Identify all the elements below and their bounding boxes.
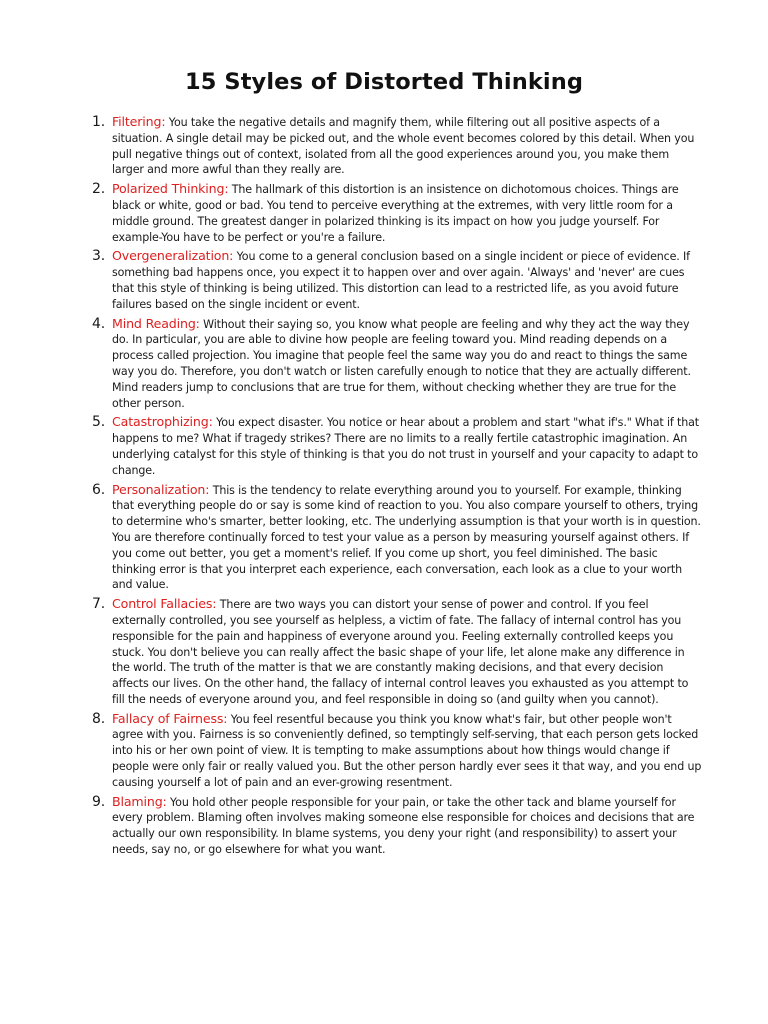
list-item: [0, 794, 702, 858]
document-title: 15 Styles of Distorted Thinking: [184, 69, 584, 95]
item-text: You feel resentful because you think you know what's fair, but other people won't agree with you. Fairness is so conveniently defined, so temptingly self-serving, that each person gets locked into his or her own point of view. It is tempting to make assumptions about how things would change if people were only fair or really valued you. But the other person hardly ever sees it that way, and you end up causing yourself a lot of pain and an ever-growing resentment.: [112, 712, 702, 789]
item-number: 8.: [92, 710, 106, 727]
list-item: [0, 596, 702, 708]
list-item: [0, 316, 702, 412]
item-text: You take the negative details and magnify them, while filtering out all positive aspects of a situation. A single detail may be picked out, and the whole event becomes colored by this detail. When you pull negative things out of context, isolated from all the good experiences around you, you make them larger and more awful than they really are.: [112, 116, 695, 177]
item-number: 4.: [92, 315, 106, 332]
item-term: Filtering:: [112, 114, 166, 129]
item-term: Mind Reading:: [112, 315, 200, 331]
item-term: Control Fallacies:: [112, 596, 217, 612]
list-item: [0, 114, 702, 178]
item-text: This is the tendency to relate everything around you to yourself. For example, thinking that everything people do or say is some kind of reaction to you. You also compare yourself to others, trying to determine who's smarter, better looking, etc. The underlying assumption is that your worth is in question. You are therefore continually forced to test your value as a person by measuring yourself against others. If you come out better, you get a moment's relief. If you come up short, you feel diminished. The basic thinking error is that you interpret each experience, each conversation, each look as a clue to your worth and value.: [112, 483, 701, 592]
item-term: Catastrophizing:: [112, 414, 213, 430]
item-term: Personalization:: [112, 481, 210, 497]
item-text: Without their saying so, you know what people are feeling and why they act the way they do. In particular, you are able to divine how people are feeling toward you. Mind reading depends on a process called projection. You imagine that people feel the same way you do and react to things the same way you do. Therefore, you don't watch or listen carefully enough to notice that they are actually different. Mind readers jump to conclusions that are true for them, without checking whether they are true for the other person.: [112, 317, 691, 410]
list-item: [0, 414, 702, 478]
item-text: There are two ways you can distort your sense of power and control. If you feel externally controlled, you see yourself as helpless, a victim of fate. The fallacy of internal control has you responsible for the pain and happiness of everyone around you. Feeling externally controlled keeps you stuck. You don't believe you can really affect the basic shape of your life, let alone make any difference in the world. The truth of the matter is that we are constantly making decisions, and that every decision affects our lives. On the other hand, the fallacy of internal control leaves you exhausted as you attempt to fill the needs of everyone around you, and feel responsible in doing so (and guilty when you cannot).: [112, 598, 689, 706]
item-number: 6.: [92, 481, 106, 498]
list-item: [0, 711, 702, 791]
item-term: Fallacy of Fairness:: [112, 710, 228, 726]
item-number: 3.: [92, 248, 106, 265]
list-item: [0, 181, 702, 245]
item-number: 7.: [92, 596, 106, 613]
item-term: Overgeneralization:: [112, 248, 234, 264]
item-number: 2.: [92, 181, 106, 198]
item-number: 1.: [92, 114, 106, 130]
item-text: You hold other people responsible for your pain, or take the other tack and blame yourself for every problem. Blaming often involves making someone else responsible for choices and decisions that are actually our own responsibility. In blame systems, you deny your right (and responsibility) to assert your needs, say no, or go elsewhere for what you want.: [112, 795, 695, 857]
item-text: The hallmark of this distortion is an insistence on dichotomous choices. Things are black or white, good or bad. You tend to perceive everything at the extremes, with very little room for a middle ground. The greatest danger in polarized thinking is its impact on how you judge yourself. For example-You have to be perfect or you're a failure.: [112, 183, 679, 244]
item-term: Polarized Thinking:: [112, 181, 229, 197]
distortion-list: [0, 114, 768, 861]
list-item: [0, 482, 702, 594]
item-text: You come to a general conclusion based on a single incident or piece of evidence. If something bad happens once, you expect it to happen over and over again. 'Always' and 'never' are cues that this style of thinking is being utilized. This distortion can lead to a restricted life, as you avoid future failures based on the single incident or event.: [112, 250, 690, 311]
item-number: 9.: [92, 793, 106, 810]
list-item: [0, 248, 702, 312]
item-term: Blaming:: [112, 793, 167, 809]
item-text: You expect disaster. You notice or hear about a problem and start "what if's." What if that happens to me? What if tragedy strikes? There are no limits to a really fertile catastrophic imagination. An underlying catalyst for this style of thinking is that you do not trust in yourself and your capacity to adapt to change.: [112, 416, 699, 477]
item-number: 5.: [92, 414, 106, 431]
